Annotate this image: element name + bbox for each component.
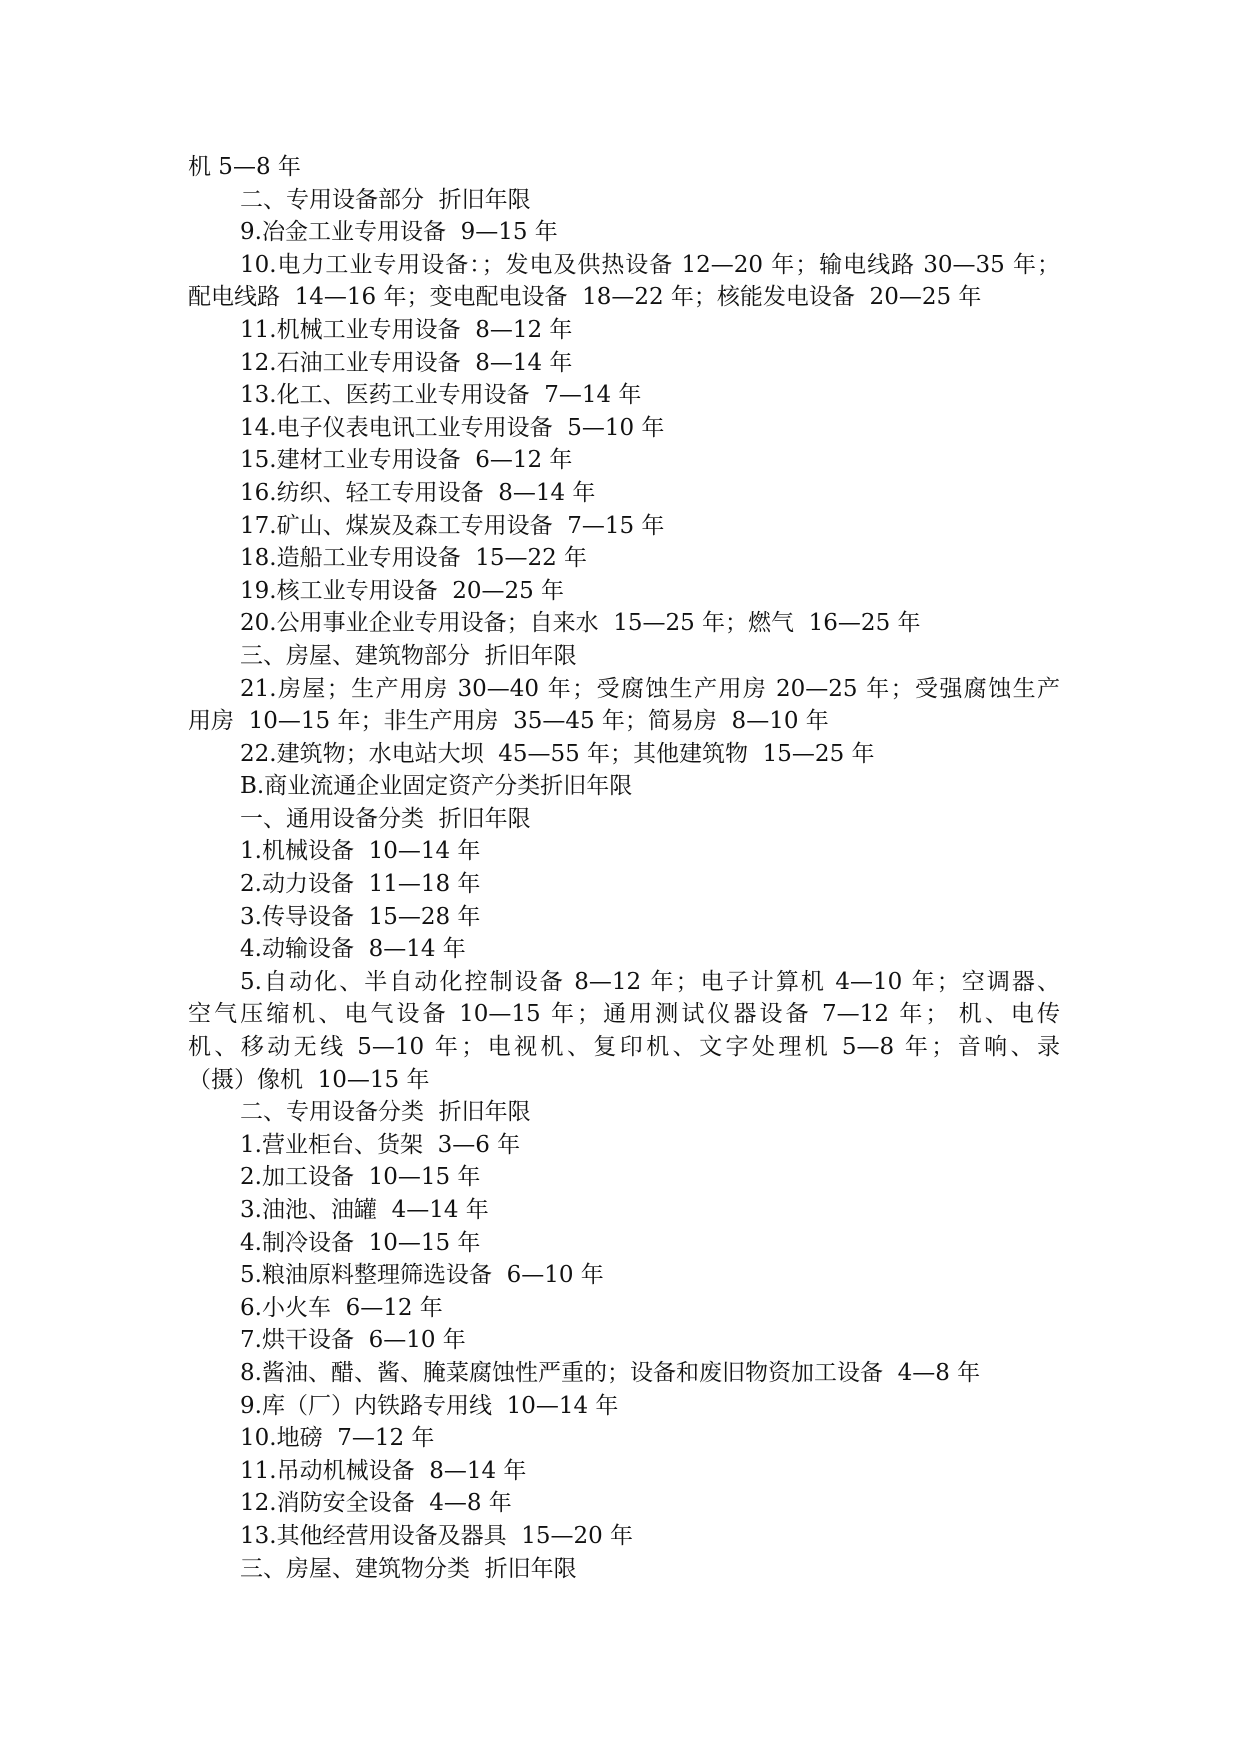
text-line: 12.消防安全设备 4—8 年: [240, 1490, 512, 1517]
text-line: 2.加工设备 10—15 年: [240, 1164, 481, 1191]
text-line: 18.造船工业专用设备 15—22 年: [240, 545, 588, 572]
text-line: 7.烘干设备 6—10 年: [240, 1327, 466, 1354]
text-line: 17.矿山、煤炭及森工专用设备 7—15 年: [240, 512, 665, 539]
text-line: 10.电力工业专用设备：；发电及供热设备 12—20 年；输电线路 30—35 年；: [240, 251, 1060, 278]
text-line: 4.制冷设备 10—15 年: [240, 1229, 481, 1256]
text-line: 2.动力设备 11—18 年: [240, 871, 481, 898]
text-line: 13.其他经营用设备及器具 15—20 年: [240, 1522, 634, 1549]
text-line: 11.机械工业专用设备 8—12 年: [240, 316, 573, 343]
text-line: 21.房屋；生产用房 30—40 年；受腐蚀生产用房 20—25 年；受强腐蚀生产: [240, 675, 1060, 702]
text-line: 空气压缩机、电气设备 10—15 年；通用测试仪器设备 7—12 年； 机、电传: [188, 1001, 1060, 1028]
text-line: （摄）像机 10—15 年: [188, 1066, 430, 1093]
text-line: 11.吊动机械设备 8—14 年: [240, 1457, 527, 1484]
text-line: 3.油池、油罐 4—14 年: [240, 1197, 489, 1223]
text-line: 1.营业柜台、货架 3—6 年: [240, 1131, 521, 1158]
text-line: 机、移动无线 5—10 年；电视机、复印机、文字处理机 5—8 年；音响、录: [188, 1034, 1060, 1061]
text-line: 13.化工、医药工业专用设备 7—14 年: [240, 382, 642, 409]
text-line: 一、通用设备分类 折旧年限: [240, 805, 531, 832]
text-line: 19.核工业专用设备 20—25 年: [240, 577, 565, 604]
text-line: 1.机械设备 10—14 年: [240, 838, 481, 865]
text-line: 15.建材工业专用设备 6—12 年: [240, 447, 573, 474]
text-line: 机 5—8 年: [188, 154, 301, 180]
text-line: 三、房屋、建筑物分类 折旧年限: [240, 1555, 577, 1582]
text-line: B.商业流通企业固定资产分类折旧年限: [240, 773, 633, 800]
text-line: 22.建筑物；水电站大坝 45—55 年；其他建筑物 15—25 年: [240, 740, 875, 767]
text-line: 4.动输设备 8—14 年: [240, 936, 466, 963]
text-line: 二、专用设备部分 折旧年限: [240, 186, 531, 213]
text-line: 8.酱油、醋、酱、腌菜腐蚀性严重的；设备和废旧物资加工设备 4—8 年: [240, 1359, 981, 1386]
document-body: [188, 151, 1060, 1585]
text-line: 14.电子仪表电讯工业专用设备 5—10 年: [240, 414, 665, 441]
text-line: 5.自动化、半自动化控制设备 8—12 年；电子计算机 4—10 年；空调器、: [240, 968, 1060, 995]
text-line: 三、房屋、建筑物部分 折旧年限: [240, 642, 577, 669]
text-line: 12.石油工业专用设备 8—14 年: [240, 349, 573, 376]
text-line: 配电线路 14—16 年；变电配电设备 18—22 年；核能发电设备 20—25 年: [188, 284, 982, 311]
text-line: 3.传导设备 15—28 年: [240, 903, 481, 930]
text-line: 5.粮油原料整理筛选设备 6—10 年: [240, 1262, 604, 1289]
text-line: 6.小火车 6—12 年: [240, 1294, 443, 1321]
text-line: 16.纺织、轻工专用设备 8—14 年: [240, 479, 596, 506]
text-line: 用房 10—15 年；非生产用房 35—45 年；简易房 8—10 年: [188, 708, 829, 735]
text-line: 9.冶金工业专用设备 9—15 年: [240, 219, 558, 246]
text-line: 20.公用事业企业专用设备；自来水 15—25 年；燃气 16—25 年: [240, 610, 921, 637]
text-line: 二、专用设备分类 折旧年限: [240, 1099, 531, 1126]
text-line: 10.地磅 7—12 年: [240, 1425, 435, 1452]
text-line: 9.库（厂）内铁路专用线 10—14 年: [240, 1392, 619, 1419]
